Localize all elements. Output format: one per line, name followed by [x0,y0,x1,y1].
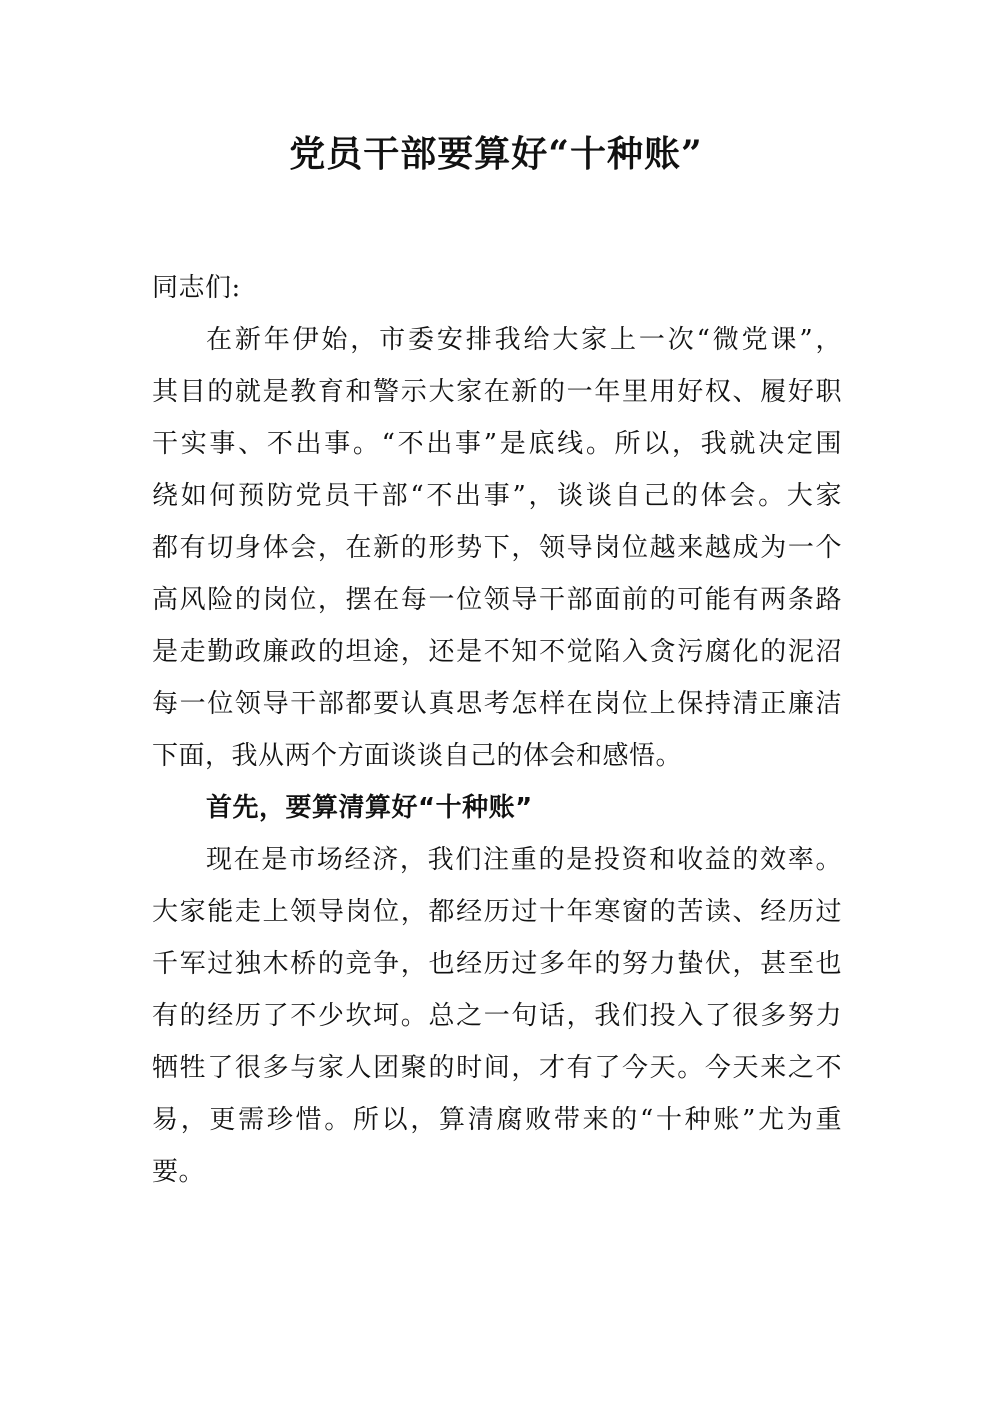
paragraph-line: 其目的就是教育和警示大家在新的一年里用好权、履好职 [152,377,842,407]
paragraph-line: 每一位领导干部都要认真思考怎样在岗位上保持清正廉洁 [152,689,842,719]
paragraph-intro [152,314,842,782]
document-title: 党员干部要算好“十种账” [289,133,703,175]
paragraph-line: 现在是市场经济，我们注重的是投资和收益的效率。 [206,845,842,875]
paragraph-line: 牺牲了很多与家人团聚的时间，才有了今天。今天来之不 [152,1053,842,1083]
paragraph-line: 下面，我从两个方面谈谈自己的体会和感悟。 [152,741,683,771]
paragraph-line: 大家能走上领导岗位，都经历过十年寒窗的苦读、经历过 [152,897,842,927]
section-heading [152,782,842,834]
greeting [152,262,842,314]
paragraph-line: 高风险的岗位，摆在每一位领导干部面前的可能有两条路 [152,585,842,615]
greeting-line: 同志们: [152,273,241,303]
paragraph-line: 干实事、不出事。“不出事”是底线。所以，我就决定围 [152,429,842,459]
paragraph-line: 有的经历了不少坎坷。总之一句话，我们投入了很多努力 [152,1001,842,1031]
paragraph-line: 千军过独木桥的竞争，也经历过多年的努力蛰伏，甚至也 [152,949,842,979]
section-heading-text: 首先，要算清算好“十种账” [206,793,533,823]
paragraph-line: 是走勤政廉政的坦途，还是不知不觉陷入贪污腐化的泥沼 [152,637,842,667]
paragraph-line: 都有切身体会，在新的形势下，领导岗位越来越成为一个 [152,533,842,563]
paragraph-line: 要。 [152,1157,206,1187]
paragraph-line: 易，更需珍惜。所以，算清腐败带来的“十种账”尤为重 [152,1105,842,1135]
paragraph-line: 在新年伊始，市委安排我给大家上一次“微党课”， [206,325,842,355]
paragraph-section-one [152,834,842,1198]
paragraph-line: 绕如何预防党员干部“不出事”，谈谈自己的体会。大家 [152,481,842,511]
